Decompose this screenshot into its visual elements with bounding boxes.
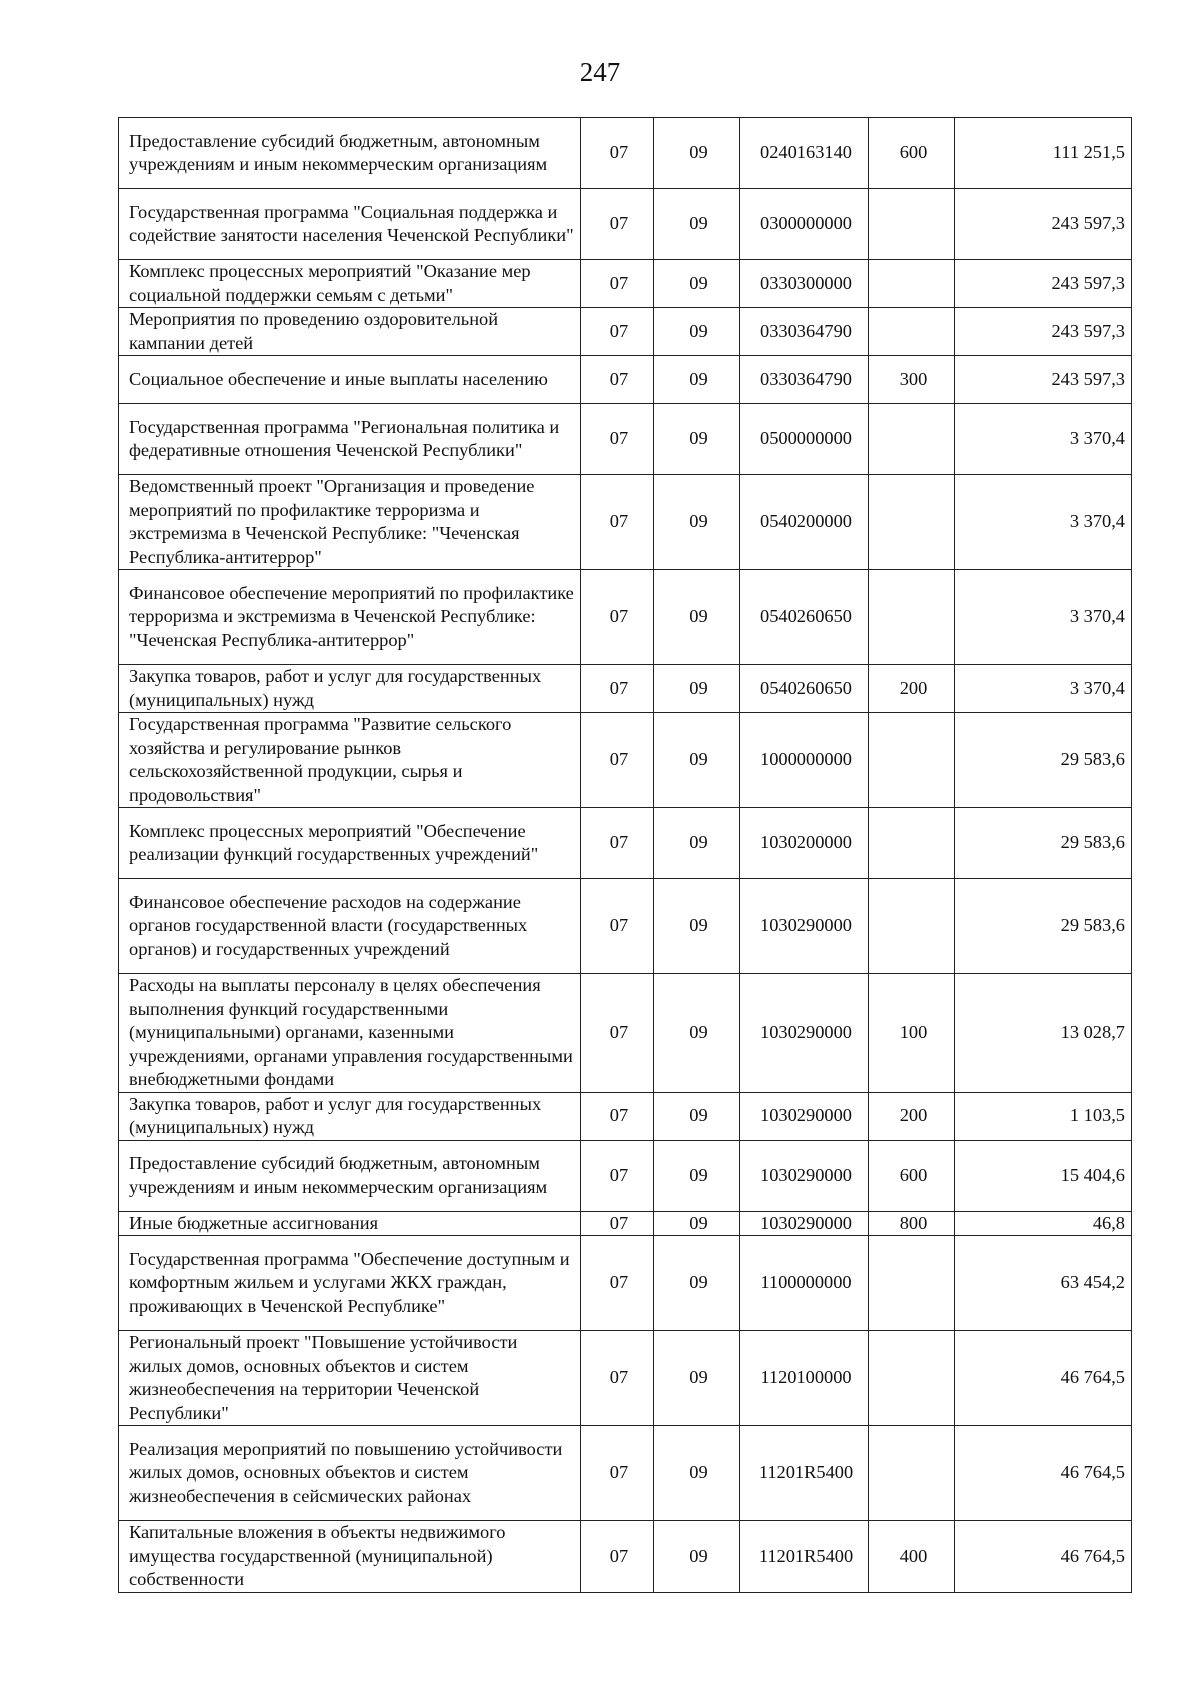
table-row	[119, 260, 1132, 308]
row-name: Предоставление субсидий бюджетным, автономным учреждениям и иным некоммерческим организациям	[119, 1140, 581, 1211]
row-subsection: 09	[654, 1426, 740, 1521]
table-row	[119, 118, 1132, 189]
row-subsection: 09	[654, 1211, 740, 1236]
table-row	[119, 308, 1132, 356]
row-subsection: 09	[654, 308, 740, 356]
table-row	[119, 808, 1132, 879]
row-expense-type	[869, 260, 955, 308]
row-name: Иные бюджетные ассигнования	[119, 1211, 581, 1236]
table-row	[119, 665, 1132, 713]
row-expense-type: 300	[869, 356, 955, 404]
row-expense-type: 600	[869, 118, 955, 189]
row-name: Региональный проект "Повышение устойчивости жилых домов, основных объектов и систем жизнеобеспечения на территории Чеченской Республики"	[119, 1331, 581, 1426]
row-section: 07	[581, 1521, 654, 1593]
row-amount: 243 597,3	[955, 260, 1132, 308]
row-name: Расходы на выплаты персоналу в целях обеспечения выполнения функций государственными (муниципальными) органами, казенными учреждениями, органами управления государственными внебюджетными фондами	[119, 974, 581, 1093]
row-subsection: 09	[654, 1521, 740, 1593]
row-expense-type	[869, 308, 955, 356]
row-section: 07	[581, 713, 654, 808]
row-subsection: 09	[654, 1140, 740, 1211]
row-amount: 3 370,4	[955, 404, 1132, 475]
row-target-code: 1000000000	[740, 713, 869, 808]
row-amount: 29 583,6	[955, 879, 1132, 974]
row-target-code: 0540200000	[740, 475, 869, 570]
row-subsection: 09	[654, 1331, 740, 1426]
row-amount: 29 583,6	[955, 808, 1132, 879]
table-row	[119, 974, 1132, 1093]
table-row	[119, 404, 1132, 475]
table-row	[119, 1331, 1132, 1426]
row-target-code: 0500000000	[740, 404, 869, 475]
row-amount: 3 370,4	[955, 475, 1132, 570]
row-name: Финансовое обеспечение мероприятий по профилактике терроризма и экстремизма в Чеченской Республике: "Чеченская Республика-антитеррор"	[119, 570, 581, 665]
row-target-code: 11201R5400	[740, 1426, 869, 1521]
row-expense-type	[869, 713, 955, 808]
row-section: 07	[581, 1140, 654, 1211]
row-section: 07	[581, 1092, 654, 1140]
row-expense-type: 400	[869, 1521, 955, 1593]
row-name: Закупка товаров, работ и услуг для государственных (муниципальных) нужд	[119, 665, 581, 713]
row-amount: 3 370,4	[955, 570, 1132, 665]
row-subsection: 09	[654, 974, 740, 1093]
row-target-code: 0330364790	[740, 308, 869, 356]
row-section: 07	[581, 1211, 654, 1236]
row-section: 07	[581, 665, 654, 713]
row-amount: 46,8	[955, 1211, 1132, 1236]
row-name: Предоставление субсидий бюджетным, автономным учреждениям и иным некоммерческим организациям	[119, 118, 581, 189]
row-section: 07	[581, 189, 654, 260]
row-expense-type	[869, 1426, 955, 1521]
table-row	[119, 1211, 1132, 1236]
row-section: 07	[581, 1236, 654, 1331]
table-row	[119, 189, 1132, 260]
row-subsection: 09	[654, 879, 740, 974]
row-target-code: 0300000000	[740, 189, 869, 260]
row-section: 07	[581, 974, 654, 1093]
row-expense-type	[869, 808, 955, 879]
row-expense-type: 200	[869, 1092, 955, 1140]
row-name: Государственная программа "Развитие сельского хозяйства и регулирование рынков сельскохозяйственной продукции, сырья и продовольствия"	[119, 713, 581, 808]
row-section: 07	[581, 879, 654, 974]
row-name: Государственная программа "Региональная политика и федеративные отношения Чеченской Республики"	[119, 404, 581, 475]
table-row	[119, 713, 1132, 808]
table-row	[119, 475, 1132, 570]
row-subsection: 09	[654, 356, 740, 404]
row-amount: 1 103,5	[955, 1092, 1132, 1140]
row-subsection: 09	[654, 808, 740, 879]
row-section: 07	[581, 356, 654, 404]
row-section: 07	[581, 475, 654, 570]
row-name: Комплекс процессных мероприятий "Оказание мер социальной поддержки семьям с детьми"	[119, 260, 581, 308]
row-name: Реализация мероприятий по повышению устойчивости жилых домов, основных объектов и систем жизнеобеспечения в сейсмических районах	[119, 1426, 581, 1521]
row-target-code: 1030290000	[740, 1092, 869, 1140]
row-name: Ведомственный проект "Организация и проведение мероприятий по профилактике терроризма и экстремизма в Чеченской Республике: "Чеченская Республика-антитеррор"	[119, 475, 581, 570]
row-amount: 46 764,5	[955, 1426, 1132, 1521]
table-row	[119, 1521, 1132, 1593]
row-target-code: 0540260650	[740, 570, 869, 665]
row-section: 07	[581, 1426, 654, 1521]
row-expense-type	[869, 404, 955, 475]
row-subsection: 09	[654, 1236, 740, 1331]
row-subsection: 09	[654, 404, 740, 475]
row-expense-type: 600	[869, 1140, 955, 1211]
row-name: Капитальные вложения в объекты недвижимого имущества государственной (муниципальной) собственности	[119, 1521, 581, 1593]
row-expense-type	[869, 475, 955, 570]
row-target-code: 1120100000	[740, 1331, 869, 1426]
row-name: Комплекс процессных мероприятий "Обеспечение реализации функций государственных учреждений"	[119, 808, 581, 879]
budget-table	[118, 117, 1132, 1593]
row-subsection: 09	[654, 260, 740, 308]
row-amount: 13 028,7	[955, 974, 1132, 1093]
row-expense-type	[869, 1331, 955, 1426]
row-section: 07	[581, 570, 654, 665]
row-name: Мероприятия по проведению оздоровительной кампании детей	[119, 308, 581, 356]
row-expense-type	[869, 570, 955, 665]
row-amount: 63 454,2	[955, 1236, 1132, 1331]
row-subsection: 09	[654, 189, 740, 260]
row-target-code: 1100000000	[740, 1236, 869, 1331]
row-subsection: 09	[654, 118, 740, 189]
row-section: 07	[581, 808, 654, 879]
row-amount: 243 597,3	[955, 356, 1132, 404]
row-section: 07	[581, 1331, 654, 1426]
row-section: 07	[581, 308, 654, 356]
table-row	[119, 1236, 1132, 1331]
row-name: Социальное обеспечение и иные выплаты населению	[119, 356, 581, 404]
row-amount: 243 597,3	[955, 308, 1132, 356]
row-target-code: 11201R5400	[740, 1521, 869, 1593]
row-expense-type	[869, 879, 955, 974]
table-row	[119, 879, 1132, 974]
row-subsection: 09	[654, 475, 740, 570]
row-amount: 46 764,5	[955, 1521, 1132, 1593]
row-target-code: 1030200000	[740, 808, 869, 879]
table-row	[119, 356, 1132, 404]
row-section: 07	[581, 260, 654, 308]
row-expense-type	[869, 1236, 955, 1331]
table-row	[119, 1092, 1132, 1140]
row-subsection: 09	[654, 1092, 740, 1140]
table-row	[119, 1426, 1132, 1521]
row-subsection: 09	[654, 570, 740, 665]
row-name: Финансовое обеспечение расходов на содержание органов государственной власти (государственных органов) и государственных учреждений	[119, 879, 581, 974]
row-name: Закупка товаров, работ и услуг для государственных (муниципальных) нужд	[119, 1092, 581, 1140]
row-subsection: 09	[654, 665, 740, 713]
row-subsection: 09	[654, 713, 740, 808]
row-amount: 15 404,6	[955, 1140, 1132, 1211]
row-target-code: 0540260650	[740, 665, 869, 713]
row-target-code: 1030290000	[740, 879, 869, 974]
row-name: Государственная программа "Обеспечение доступным и комфортным жильем и услугами ЖКХ граждан, проживающих в Чеченской Республике"	[119, 1236, 581, 1331]
row-amount: 243 597,3	[955, 189, 1132, 260]
row-target-code: 0330364790	[740, 356, 869, 404]
row-target-code: 1030290000	[740, 974, 869, 1093]
row-section: 07	[581, 118, 654, 189]
row-amount: 29 583,6	[955, 713, 1132, 808]
row-target-code: 0240163140	[740, 118, 869, 189]
row-section: 07	[581, 404, 654, 475]
row-target-code: 1030290000	[740, 1140, 869, 1211]
row-amount: 111 251,5	[955, 118, 1132, 189]
row-expense-type: 100	[869, 974, 955, 1093]
row-expense-type: 200	[869, 665, 955, 713]
table-row	[119, 1140, 1132, 1211]
row-expense-type: 800	[869, 1211, 955, 1236]
row-amount: 46 764,5	[955, 1331, 1132, 1426]
page-number: 247	[579, 57, 621, 87]
row-target-code: 0330300000	[740, 260, 869, 308]
table-row	[119, 570, 1132, 665]
row-target-code: 1030290000	[740, 1211, 869, 1236]
row-expense-type	[869, 189, 955, 260]
row-amount: 3 370,4	[955, 665, 1132, 713]
row-name: Государственная программа "Социальная поддержка и содействие занятости населения Чеченской Республики"	[119, 189, 581, 260]
